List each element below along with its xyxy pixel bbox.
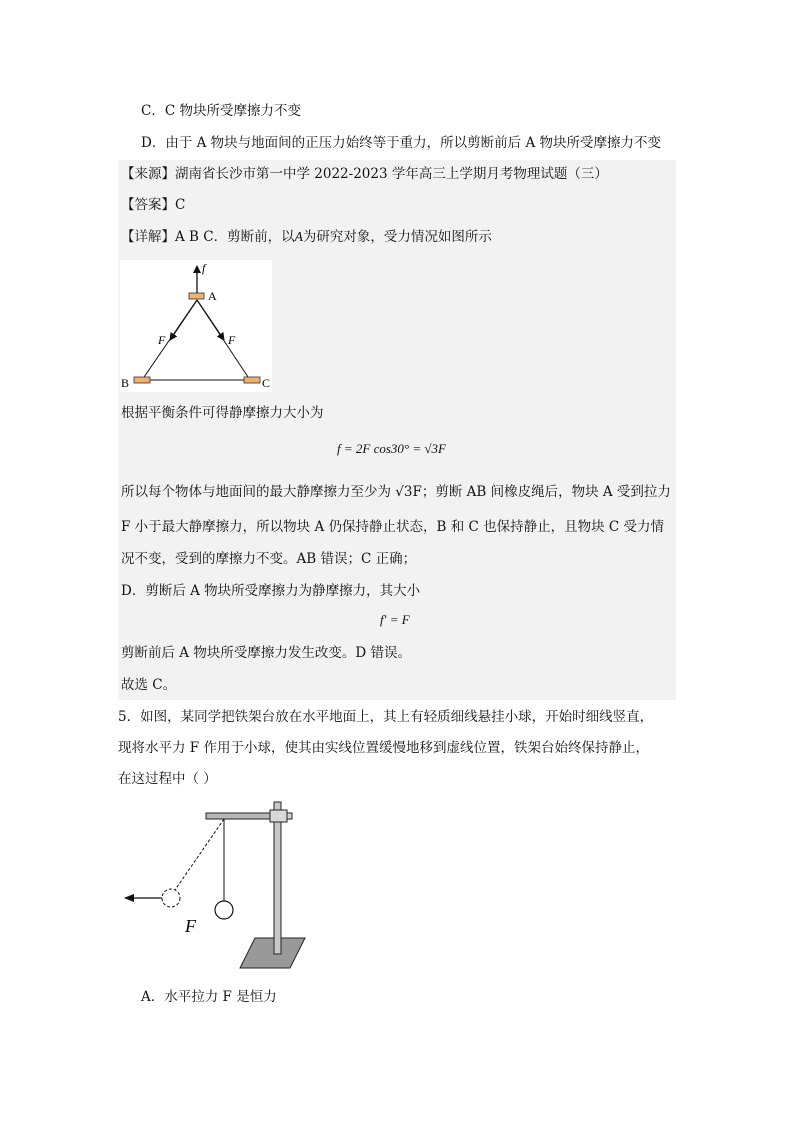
- q5-line-1: 5．如图，某同学把铁架台放在水平地面上，其上有轻质细线悬挂小球，开始时细线竖直，: [118, 709, 654, 725]
- block-a: [189, 293, 204, 299]
- option-c-text: C．C 物块所受摩擦力不变: [141, 103, 301, 119]
- stand-rod: [274, 802, 281, 954]
- stand-clamp: [270, 810, 287, 822]
- q5-line-2: 现将水平力 F 作用于小球，使其由实线位置缓慢地移到虚线位置，铁架台始终保持静止，: [118, 740, 649, 756]
- equation-2: f′ = F: [380, 612, 410, 627]
- source-line: 【来源】湖南省长沙市第一中学 2022-2023 学年高三上学期月考物理试题（三）: [121, 166, 608, 182]
- paragraph-line-3: 况不变，受到的摩擦力不变。AB 错误；C 正确；: [121, 551, 417, 567]
- answer-line: 【答案】C: [121, 197, 186, 213]
- label-f-left: F: [158, 333, 166, 347]
- label-f: f: [202, 261, 206, 275]
- option-d-text: D．由于 A 物块与地面间的正压力始终等于重力，所以剪断前后 A 物块所受摩擦力不变: [141, 135, 661, 151]
- label-a: A: [208, 289, 217, 303]
- conclusion-line: 剪断前后 A 物块所受摩擦力发生改变。D 错误。: [121, 645, 411, 661]
- force-triangle-figure: [120, 260, 272, 392]
- block-c: [244, 377, 260, 383]
- label-b: B: [121, 376, 130, 390]
- clamp-screw: [287, 813, 292, 819]
- label-f-right: F: [228, 333, 236, 347]
- q5-line-3: 在这过程中（ ）: [118, 771, 217, 787]
- block-b: [134, 377, 150, 383]
- ball-solid: [215, 901, 233, 919]
- string-dashed: [175, 819, 224, 890]
- paragraph-line-2: F 小于最大静摩擦力，所以物块 A 仍保持静止状态，B 和 C 也保持静止，且物块 C 受力情: [121, 519, 665, 535]
- equation-1: f = 2F cos30° = √3F: [337, 441, 446, 456]
- label-c: C: [262, 376, 271, 390]
- final-answer: 故选 C。: [121, 677, 177, 693]
- detail-lead: 【详解】A B C．剪断前，以: [121, 229, 295, 245]
- detail-tail: 为研究对象，受力情况如图所示: [302, 229, 492, 245]
- ball-dashed: [162, 889, 180, 907]
- detail-var: A: [294, 229, 303, 244]
- stand-base: [240, 938, 305, 968]
- iron-stand-figure: [120, 800, 320, 975]
- label-force-f: F: [185, 916, 196, 936]
- stand-arm: [206, 813, 276, 819]
- paragraph-line-1: 所以每个物体与地面间的最大静摩擦力至少为 √3F；剪断 AB 间橡皮绳后，物块 A 受到拉力: [121, 484, 671, 500]
- detail-line: [121, 227, 492, 247]
- option-d-analysis: D．剪断后 A 物块所受摩擦力为静摩擦力，其大小: [121, 583, 421, 599]
- q5-option-a: A．水平拉力 F 是恒力: [141, 989, 277, 1005]
- balance-text: 根据平衡条件可得静摩擦力大小为: [121, 405, 324, 421]
